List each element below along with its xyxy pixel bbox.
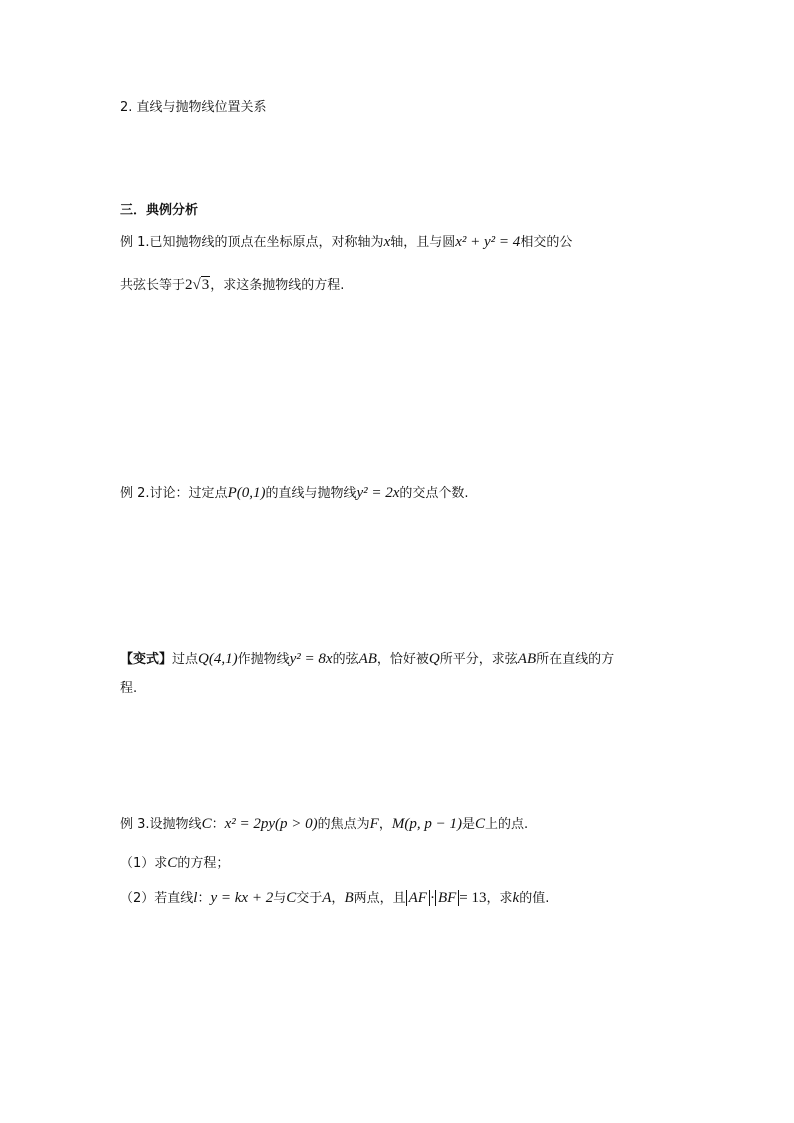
variant-chord-2: AB [517,651,537,667]
ex2-text-c: 的交点个数. [399,486,469,501]
q2-curve: C [286,890,297,906]
ex3-text-a: 设抛物线 [149,817,202,832]
variant-text-e: 所平分，求弦 [439,652,518,667]
section-2-title [120,99,267,117]
example-3-question-1 [120,854,229,873]
ex3-text-e: 是 [461,817,475,832]
ex3-text-c: 的焦点为 [317,817,370,832]
variant-text-d: ，恰好被 [376,652,429,667]
q2-text-g: ，求 [486,891,513,906]
q2-number: （2） [120,891,155,906]
example-1-line-1 [120,233,572,252]
ex3-curve: C [201,816,212,832]
q2-point-a: A [322,890,332,906]
ex3-prefix: 例 3. [120,817,150,832]
q1-text-b: 的方程； [177,856,230,871]
q2-text-e: ， [331,891,345,906]
sqrt-symbol: √3 [192,277,210,293]
ex2-prefix: 例 2. [120,486,150,501]
q2-text-b: ： [197,891,211,906]
variant-text-a: 过点 [172,652,199,667]
q2-abs-af: AF [406,890,430,906]
variant-tag: 【变式】 [120,652,173,667]
ex3-curve-2: C [474,816,485,832]
example-1-line-2 [120,276,344,295]
example-2 [120,484,469,503]
ex1-text-a: 已知抛物线的顶点在坐标原点，对称轴为 [149,235,384,250]
ex3-equation: x² = 2py(p > 0) [224,816,318,832]
ex2-equation: y² = 2x [356,485,400,501]
variant-text-b: 作抛物线 [237,652,290,667]
section-3-title [120,202,198,220]
q2-text-f: 两点，且 [353,891,406,906]
q1-number: （1） [120,856,155,871]
example-3-question-2 [120,889,549,908]
ex3-text-b: ： [211,817,225,832]
variant-text-f: 所在直线的方 [536,652,615,667]
ex1-circle-equation: x² + y² = 4 [455,234,521,250]
variant-line-1 [120,650,614,669]
q2-dot: · [429,890,435,906]
variant-line-2 [120,680,137,698]
ex2-point: P(0,1) [227,485,266,501]
variant-chord: AB [358,651,377,667]
ex3-point: M(p, p − 1) [391,816,462,832]
q2-k: k [512,890,520,906]
q2-text-d: 交于 [296,891,323,906]
q1-text-a: 求 [154,856,168,871]
variant-text-g: 程. [120,681,138,696]
ex1-text-b: 轴，且与圆 [390,235,456,250]
q2-text-h: 的值. [519,891,550,906]
q2-line-l: l [193,890,198,906]
variant-mid: Q [428,651,440,667]
ex3-focus: F [369,816,379,832]
ex1-text-e: ，求这条抛物线的方程. [210,278,345,293]
variant-equation: y² = 8x [289,651,333,667]
variant-text-c: 的弦 [332,652,359,667]
ex1-text-c: 相交的公 [520,235,573,250]
q2-line-equation: y = kx + 2 [210,890,274,906]
variant-point: Q(4,1) [198,651,238,667]
ex2-text-b: 的直线与抛物线 [265,486,357,501]
q2-point-b: B [344,890,354,906]
q2-abs-bf: BF [435,890,459,906]
q1-curve: C [167,855,178,871]
ex1-axis-var: x [383,234,391,250]
ex1-prefix: 例 1. [120,235,150,250]
ex1-chord-coef: 2 [185,277,193,293]
ex1-chord-radicand: 3 [201,277,210,293]
ex3-text-f: 上的点. [484,817,529,832]
q2-text-a: 若直线 [154,891,194,906]
ex1-text-d: 共弦长等于 [120,278,186,293]
q2-text-c: 与 [273,891,287,906]
example-3-stem [120,815,528,834]
ex2-text-a: 讨论：过定点 [149,486,228,501]
section-3-text: 三．典例分析 [120,203,199,218]
q2-equals-13: = 13 [459,890,487,906]
section-2-text: 2. 直线与抛物线位置关系 [120,100,267,115]
ex3-text-d: ， [378,817,392,832]
